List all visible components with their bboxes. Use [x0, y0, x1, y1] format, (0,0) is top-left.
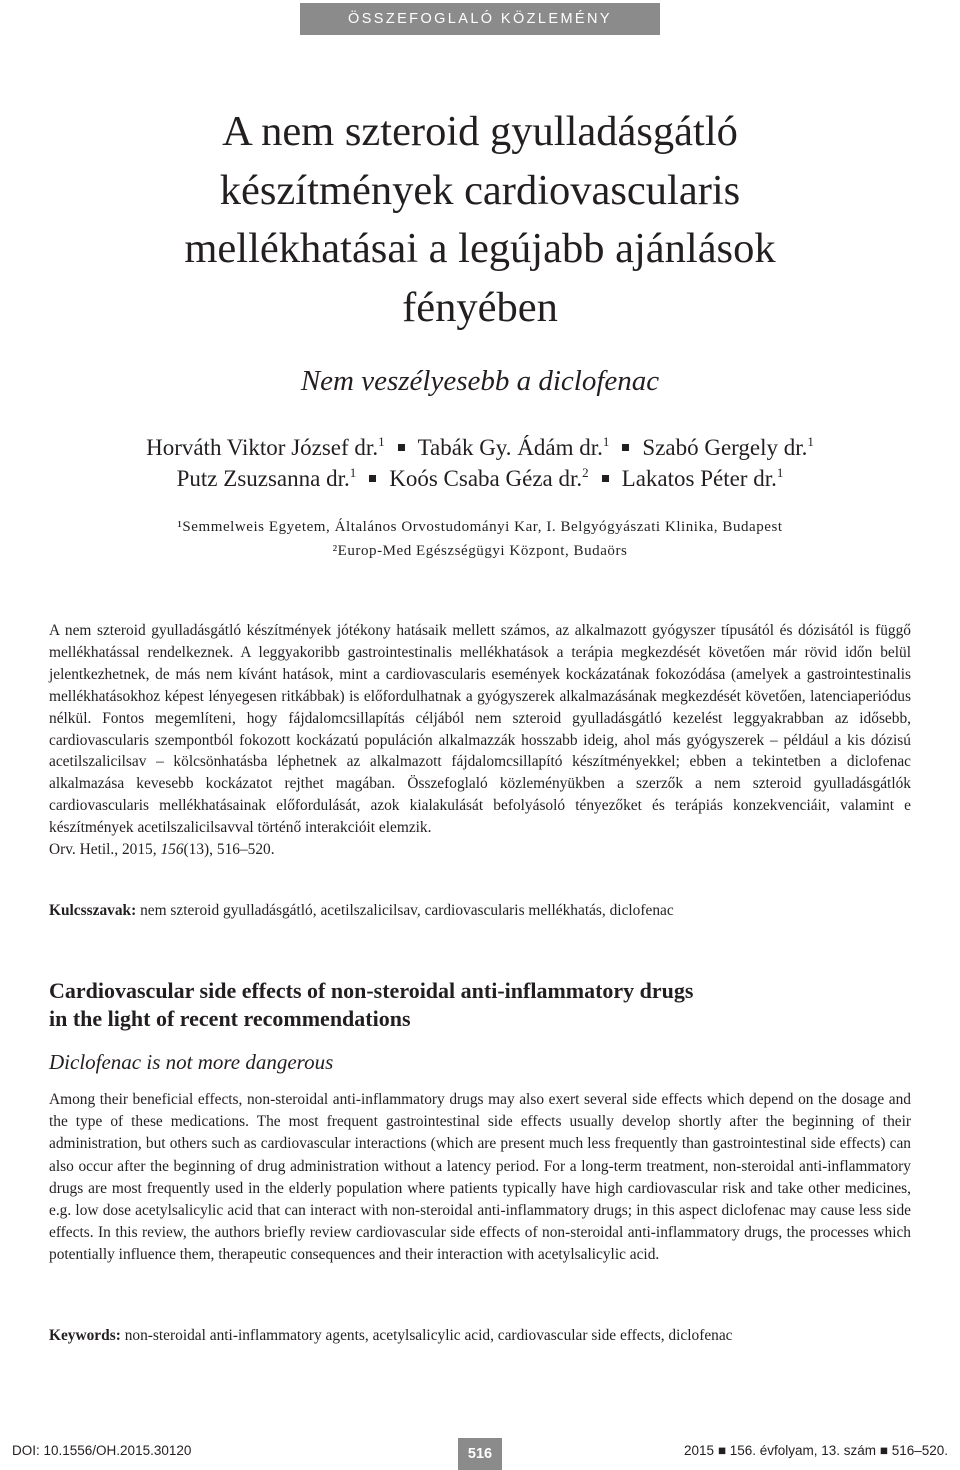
- author-line: [60, 463, 900, 494]
- article-title-line: mellékhatásai a legújabb ajánlások: [184, 225, 776, 272]
- keywords-label: Kulcsszavak:: [49, 902, 137, 919]
- author-name: Putz Zsuzsanna dr.: [176, 466, 350, 491]
- article-subtitle: Nem veszélyesebb a diclofenac: [300, 365, 660, 397]
- english-title: [49, 977, 911, 1033]
- doi-text: DOI: 10.1556/OH.2015.30120: [12, 1443, 192, 1458]
- author-affiliation-marker: 1: [378, 434, 385, 449]
- author-separator-icon: [369, 475, 376, 482]
- volume-info: 2015 ■ 156. évfolyam, 13. szám ■ 516–520.: [684, 1443, 948, 1458]
- abstract-text: A nem szteroid gyulladásgátló készítmények jótékony hatásaik mellett számos, az alkalmazott gyógyszer típusától és dózisától is függő mellékhatással rendelkeznek. A leggyakoribb gastrointestinalis mellékhatások a terápia megkezdését követően már rövid időn belül jelentkezhetnek, de más nem kívánt hatások, mint a cardiovascularis események kockázatának fokozódása (amelyek a gastrointestinalis mellékhatásokhoz képest lényegesen ritkábbak) is előfordulhatnak a gyógyszerek alkalmazásának megkezdését követően, latenciaperiódus nélkül. Fontos megemlíteni, hogy fájdalomcsillapítás céljából nem szteroid gyulladásgátló kezelést leggyakrabban az idősebb, cardiovascularis szempontból fokozott kockázatú populáción alkalmazzák hosszabb ideig, ahol más gyógyszerek – például a kis dózisú acetilszalicilsav – kölcsönhatásba léphetnek az alkalmazott fájdalomcsillapító készítményekkel; ebben a tekintetben a diclofenac alkalmazása kevesebb kockázatot rejthet magában. Összefoglaló közleményükben a szerzők a nem szteroid gyulladásgátlók cardiovascularis mellékhatásainak előfordulását, azok kialakulását befolyásoló tényezőket és terápiás konzekvenciáit, valamint e készítmények acetilszalicilsavval történő interakcióit elemzik.: [49, 622, 911, 837]
- keywords-text: nem szteroid gyulladásgátló, acetilszalicilsav, cardiovascularis mellékhatás, diclofenac: [140, 902, 674, 919]
- affiliation-line: ¹Semmelweis Egyetem, Általános Orvostudományi Kar, I. Belgyógyászati Klinika, Budapest: [177, 519, 783, 535]
- author-name: Koós Csaba Géza dr.: [389, 466, 583, 491]
- keywords-hungarian: [49, 900, 911, 922]
- author-separator-icon: [602, 475, 609, 482]
- english-subtitle: Diclofenac is not more dangerous: [49, 1050, 334, 1074]
- affiliation-line: ²Europ-Med Egészségügyi Központ, Budaörs: [332, 543, 628, 559]
- author-name: Horváth Viktor József dr.: [146, 435, 379, 460]
- keywords-text: non-steroidal anti-inflammatory agents, acetylsalicylic acid, cardiovascular side effects, diclofenac: [124, 1327, 733, 1344]
- citation: [49, 839, 911, 861]
- english-title-line: in the light of recent recommendations: [49, 1006, 411, 1031]
- author-affiliation-marker: 1: [807, 434, 814, 449]
- author-affiliation-marker: 1: [349, 465, 357, 480]
- author-affiliation-marker: 2: [582, 465, 589, 480]
- author-list: [60, 432, 900, 494]
- english-title-line: Cardiovascular side effects of non-steroidal anti-inflammatory drugs: [49, 978, 694, 1003]
- author-name: Szabó Gergely dr.: [642, 435, 808, 460]
- article-title: [60, 103, 900, 337]
- abstract-text: Among their beneficial effects, non-steroidal anti-inflammatory drugs may also exert several side effects which depend on the dosage and the type of these medications. The most frequent gastrointestinal side effects usually develop shortly after the beginning of their administration, but others such as cardiovascular interactions (which are present much less frequently than gastrointestinal side effects) can also occur after the beginning of drug administration without a latency period. For a long-term treatment, non-steroidal anti-inflammatory drugs are most frequently used in the elderly population where patients typically have high cardiovascular risk and take other medicines, e.g. low dose acetylsalicylic acid that can interact with non-steroidal anti-inflammatory drugs; in this aspect diclofenac may cause less side effects. In this review, the authors briefly review cardiovascular side effects of non-steroidal anti-inflammatory drugs, the processes which potentially influence them, therapeutic consequences and their interaction with acetylsalicylic acid.: [49, 1091, 911, 1264]
- page-footer: [0, 1430, 960, 1470]
- affiliations: [60, 515, 900, 563]
- page-number: 516: [458, 1438, 502, 1470]
- author-separator-icon: [622, 444, 629, 451]
- author-separator-icon: [398, 444, 405, 451]
- author-line: [60, 432, 900, 463]
- keywords-label: Keywords:: [49, 1327, 121, 1344]
- article-title-line: készítmények cardiovascularis: [219, 166, 741, 214]
- article-title-line: A nem szteroid gyulladásgátló: [222, 108, 738, 155]
- citation-volume: 156: [160, 841, 184, 859]
- section-label: ÖSSZEFOGLALÓ KÖZLEMÉNY: [300, 3, 660, 35]
- keywords-english: [49, 1325, 911, 1347]
- author-affiliation-marker: 1: [602, 434, 610, 449]
- author-name: Tabák Gy. Ádám dr.: [417, 435, 603, 460]
- abstract-hungarian: [49, 620, 911, 861]
- abstract-english: [49, 1089, 911, 1267]
- article-title-line: fényében: [402, 283, 558, 331]
- author-affiliation-marker: 1: [776, 465, 784, 480]
- author-name: Lakatos Péter dr.: [621, 466, 777, 491]
- citation-journal: Orv. Hetil., 2015,: [49, 841, 161, 859]
- citation-pages: (13), 516–520.: [183, 841, 275, 859]
